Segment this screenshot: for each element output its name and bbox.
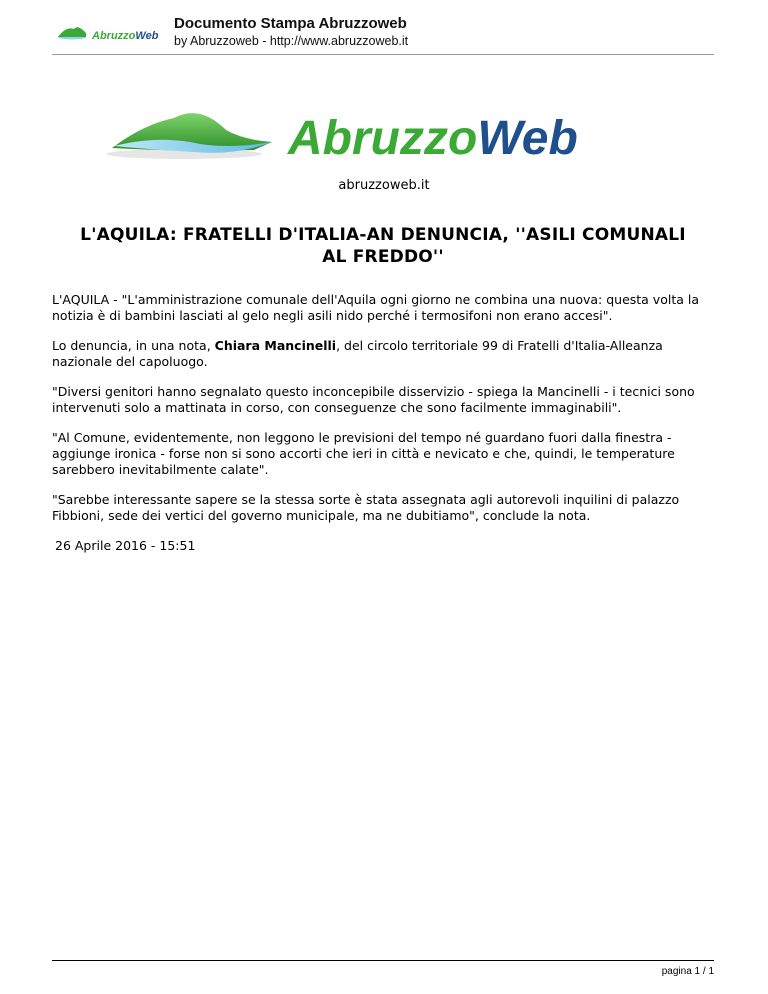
site-name: abruzzoweb.it (338, 178, 430, 193)
paragraph-1: L'AQUILA - "L'amministrazione comunale dell'Aquila ogni giorno ne combina una nuova: questa volta la notizia è di bambini lasciati al gelo negli asili nido perché i termosifoni non erano accesi". (52, 292, 699, 323)
article-title-line-1: L'AQUILA: FRATELLI D'ITALIA-AN DENUNCIA, ''ASILI COMUNALI (80, 225, 686, 245)
paragraph-5: "Sarebbe interessante sapere se la stessa sorte è stata assegnata agli autorevoli inquilini di palazzo Fibbioni, sede dei vertici del governo municipale, ma ne dubitiamo", conclude la nota. (52, 492, 680, 523)
article-body (52, 292, 716, 568)
publish-date: 26 Aprile 2016 - 15:51 (55, 538, 196, 553)
document-title: Documento Stampa Abruzzoweb (174, 15, 407, 32)
author-name: Chiara Mancinelli (214, 338, 337, 353)
paragraph-4: "Al Comune, evidentemente, non leggono le previsioni del tempo né guardano fuori dalla finestra - aggiunge ironica - forse non si sono accorti che ieri in città e nevicato e che, quindi, le temperature sarebbero inevitabilmente calate". (52, 430, 675, 477)
logo-wordmark: AbruzzoWeb (288, 112, 578, 165)
print-header (52, 12, 714, 55)
paragraph-3: "Diversi genitori hanno segnalato questo inconcepibile disservizio - spiega la Mancinelli - i tecnici sono intervenuti solo a mattinata in corso, con conseguenze che sono facilmente immaginabili". (52, 384, 695, 415)
header-logo-text: AbruzzoWeb (92, 30, 159, 42)
article-title (52, 224, 714, 268)
print-footer (52, 960, 714, 977)
abruzzoweb-logo (104, 104, 638, 166)
header-logo-mountain (58, 27, 86, 37)
document-subtitle: by Abruzzoweb - http://www.abruzzoweb.it (174, 34, 409, 48)
page-number: pagina 1 / 1 (661, 966, 714, 977)
paragraph-2: Lo denuncia, in una nota, Chiara Mancinelli, del circolo territoriale 99 di Fratelli d'Italia-Alleanza nazionale del capoluogo. (52, 338, 663, 369)
header-logo (56, 20, 164, 46)
article-title-line-2: AL FREDDO'' (322, 247, 444, 267)
